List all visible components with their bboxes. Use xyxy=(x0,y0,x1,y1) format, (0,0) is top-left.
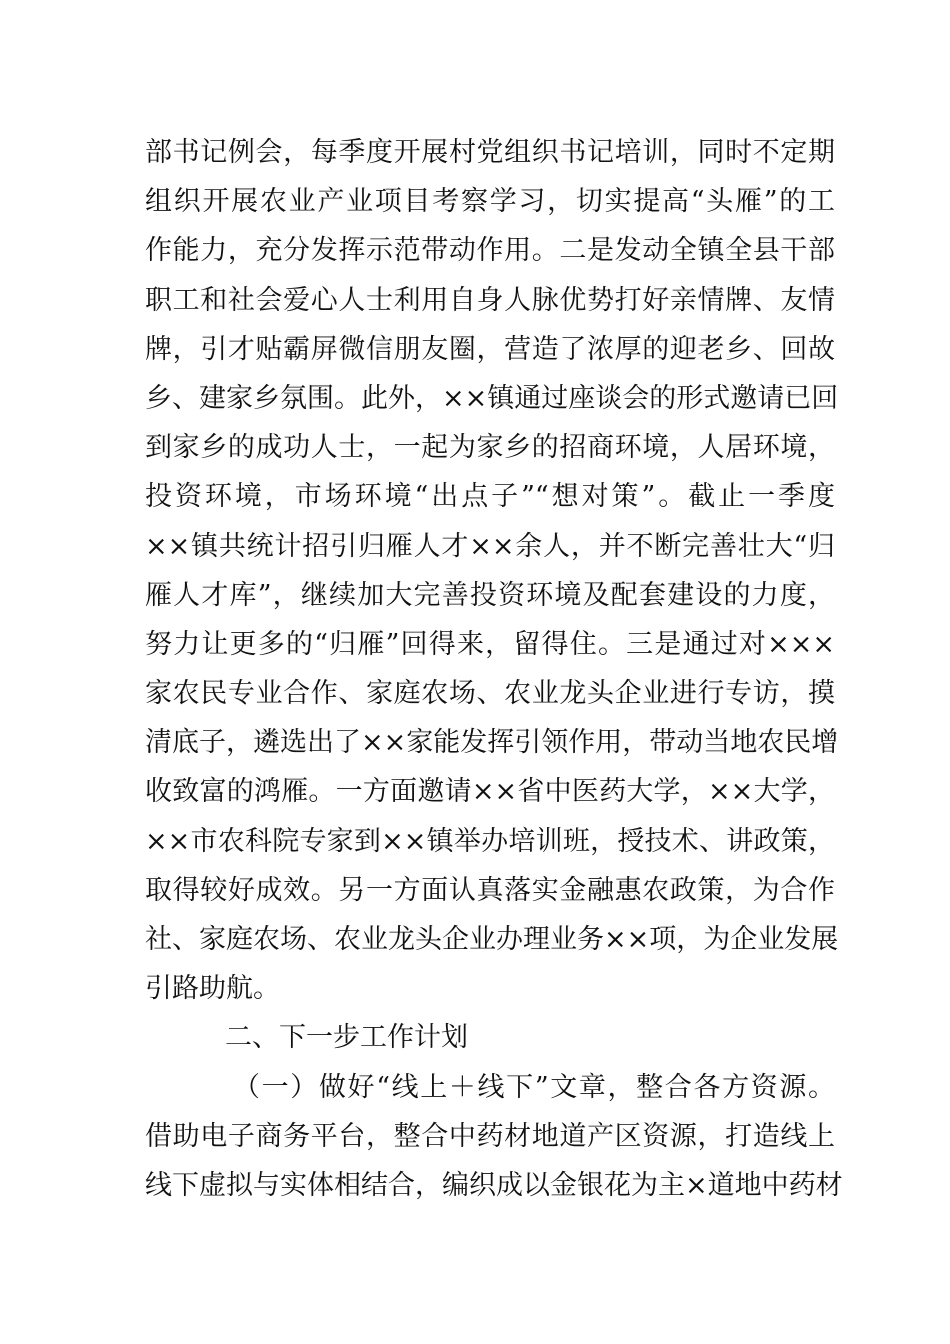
paragraph-last-line: 引路助航。 xyxy=(145,973,280,1005)
paragraph-line: 作能力，充分发挥示范带动作用。二是发动全镇全县干部 xyxy=(145,235,835,267)
paragraph-line: 投资环境，市场环境“出点子”“想对策”。截止一季度 xyxy=(145,481,835,513)
paragraph-line: 线下虚拟与实体相结合，编织成以金银花为主×道地中药材 xyxy=(145,1169,843,1201)
paragraph-line: 乡、建家乡氛围。此外，××镇通过座谈会的形式邀请已回 xyxy=(145,382,839,414)
paragraph-line: 清底子，遴选出了××家能发挥引领作用，带动当地农民增 xyxy=(145,727,839,759)
paragraph-line: 职工和社会爱心人士利用自身人脉优势打好亲情牌、友情 xyxy=(145,284,835,316)
paragraph-line: 雁人才库”，继续加大完善投资环境及配套建设的力度， xyxy=(145,579,835,611)
paragraph-line: 组织开展农业产业项目考察学习，切实提高“头雁”的工 xyxy=(145,186,835,218)
subsection-heading: （一）做好“线上＋线下”文章，整合各方资源。 xyxy=(233,1071,835,1103)
paragraph-line: ××镇共统计招引归雁人才××余人，并不断完善壮大“归 xyxy=(145,530,835,562)
section-heading: 二、下一步工作计划 xyxy=(225,1022,468,1054)
paragraph-line: ××市农科院专家到××镇举办培训班，授技术、讲政策， xyxy=(145,825,835,857)
paragraph-line: 取得较好成效。另一方面认真落实金融惠农政策，为合作 xyxy=(145,874,835,906)
body-text xyxy=(145,128,843,1210)
paragraph-line: 努力让更多的“归雁”回得来，留得住。三是通过对××× xyxy=(145,628,835,660)
paragraph-line: 到家乡的成功人士，一起为家乡的招商环境，人居环境， xyxy=(145,432,835,464)
paragraph-line: 社、家庭农场、农业龙头企业办理业务××项，为企业发展 xyxy=(145,924,839,955)
paragraph-line: 收致富的鸿雁。一方面邀请××省中医药大学，××大学， xyxy=(145,776,835,808)
paragraph-line: 借助电子商务平台，整合中药材地道产区资源，打造线上 xyxy=(145,1120,835,1152)
paragraph-line: 部书记例会，每季度开展村党组织书记培训，同时不定期 xyxy=(145,137,835,168)
paragraph-line: 牌，引才贴霸屏微信朋友圈，营造了浓厚的迎老乡、回故 xyxy=(145,333,835,365)
paragraph-line: 家农民专业合作、家庭农场、农业龙头企业进行专访，摸 xyxy=(145,678,835,710)
